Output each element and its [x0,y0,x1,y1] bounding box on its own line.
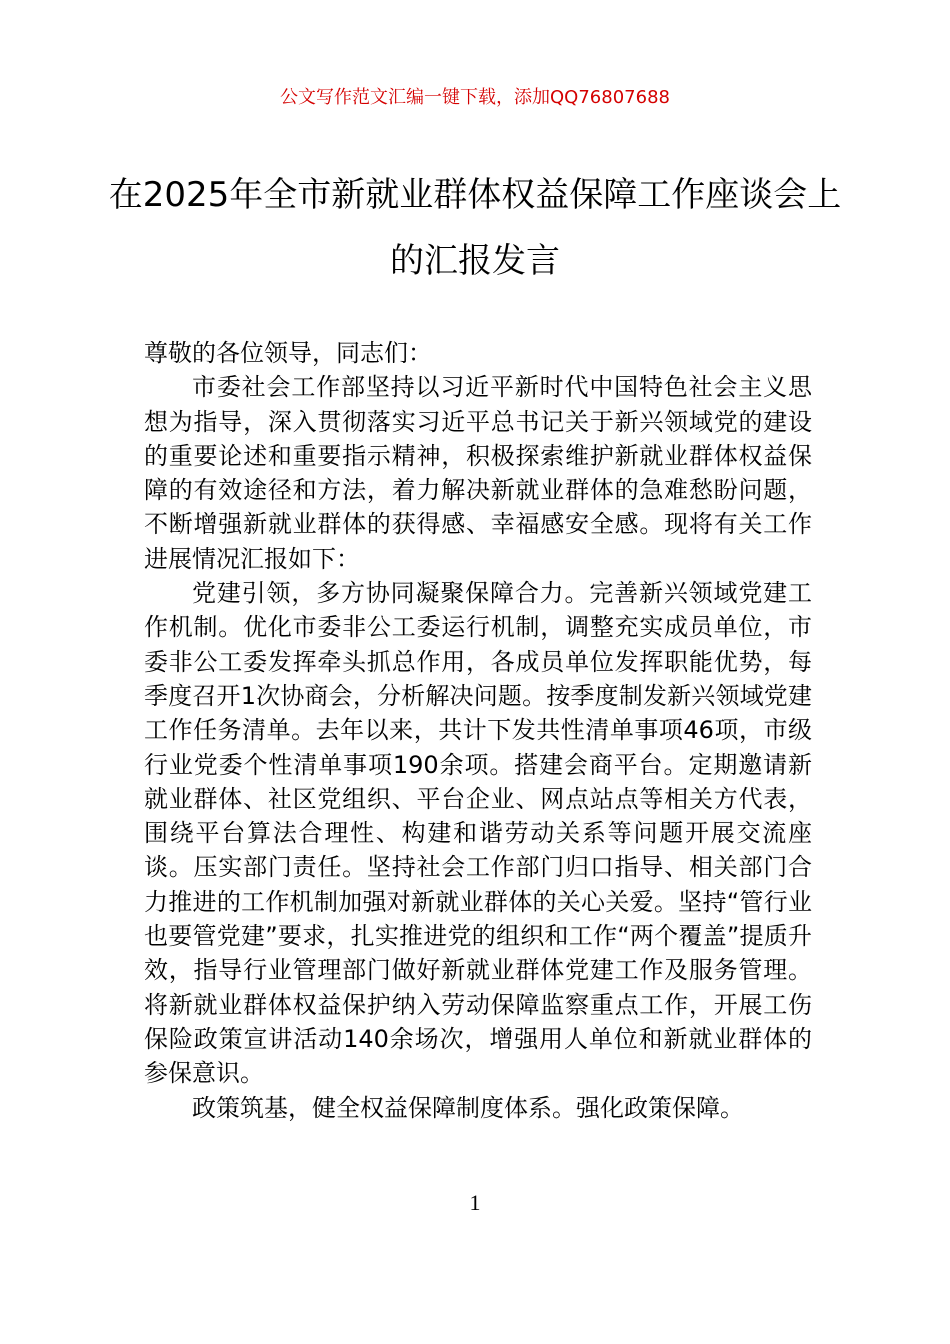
paragraph-policy: 政策筑基，健全权益保障制度体系。强化政策保障。 [192,1093,744,1122]
paragraph-intro: 市委社会工作部坚持以习近平新时代中国特色社会主义思想为指导，深入贯彻落实习近平总书记关于新兴领域党的建设的重要论述和重要指示精神，积极探索维护新就业群体权益保障的有效途径和方法，着力解决新就业群体的急难愁盼问题，不断增强新就业群体的获得感、幸福感安全感。现将有关工作进展情况汇报如下： [144,373,812,573]
document-body [144,336,812,1125]
salutation: 尊敬的各位领导，同志们： [144,339,432,367]
paragraph-party-building: 党建引领，多方协同凝聚保障合力。完善新兴领域党建工作机制。优化市委非公工委运行机制，调整充实成员单位，市委非公工委发挥牵头抓总作用，各成员单位发挥职能优势，每季度召开1次协商会，分析解决问题。按季度制发新兴领域党建工作任务清单。去年以来，共计下发共性清单事项46项，市级行业党委个性清单事项190余项。搭建会商平台。定期邀请新就业群体、社区党组织、平台企业、网点站点等相关方代表，围绕平台算法合理性、构建和谐劳动关系等问题开展交流座谈。压实部门责任。坚持社会工作部门归口指导、相关部门合力推进的工作机制加强对新就业群体的关心关爱。坚持“管行业也要管党建”要求，扎实推进党的组织和工作“两个覆盖”提质升效，指导行业管理部门做好新就业群体党建工作及服务管理。将新就业群体权益保护纳入劳动保障监察重点工作，开展工伤保险政策宣讲活动140余场次，增强用人单位和新就业群体的参保意识。 [144,579,812,1088]
promo-header-note: 公文写作范文汇编一键下载，添加QQ76807688 [280,87,670,108]
page-number: 1 [469,1190,481,1215]
document-title: 在2025年全市新就业群体权益保障工作座谈会上的汇报发言 [108,175,842,281]
